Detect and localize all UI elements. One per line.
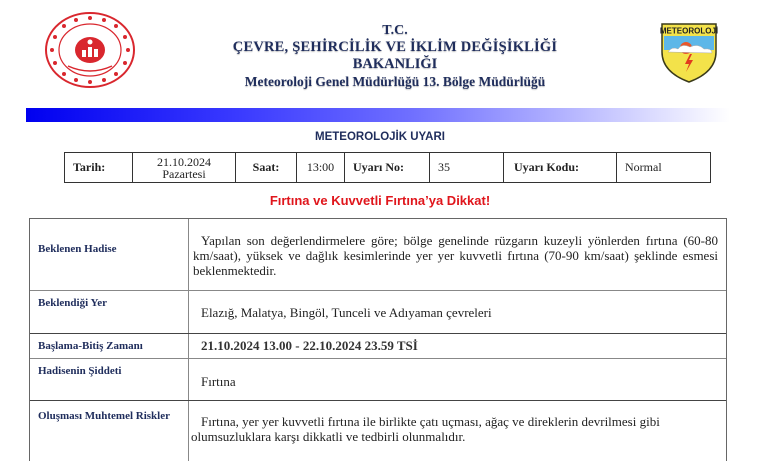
expected-location-value: Elazığ, Malatya, Bingöl, Tunceli ve Adıyaman çevreleri [201,305,492,320]
warning-no-value-cell [430,153,504,182]
header-block [160,22,630,91]
warning-headline: Fırtına ve Kuvvetli Fırtına’ya Dikkat! [269,193,491,208]
warning-no-value: 35 [438,160,450,174]
ministry-seal-icon [40,10,140,90]
date-label: Tarih: [73,160,106,174]
expected-location-label: Beklendiği Yer [30,291,189,333]
severity-value: Fırtına [201,374,236,389]
row-expected-location [30,291,726,334]
severity-label: Hadisenin Şiddeti [30,359,189,400]
warning-code-label: Uyarı Kodu: [514,160,580,174]
meteoroloji-shield-icon [660,22,718,84]
warning-no-label: Uyarı No: [353,160,404,174]
day-value: Pazartesi [162,166,206,181]
gradient-divider [26,108,730,122]
document-title: METEOROLOJİK UYARI [315,131,445,143]
warning-details-table [29,218,727,461]
header-directorate: Meteoroloji Genel Müdürlüğü 13. Bölge Müdürlüğü [244,74,546,89]
date-value: 21.10.2024 [157,154,211,169]
row-severity [30,359,726,401]
time-value-cell [297,153,345,182]
start-end-time-label: Başlama-Bitiş Zamanı [30,334,189,358]
possible-risks-label: Oluşması Muhtemel Riskler [30,401,189,461]
row-possible-risks [30,401,726,461]
expected-event-value: Yapılan son değerlendirmelere göre; bölge genelinde rüzgarın kuzeyli yönlerden fırtına (60-80 km/saat), yüksek ve dağlık kesimlerinde yer yer kuvvetli fırtına (70-90 km/saat) şeklinde esmesi beklenmektedir. [193,233,718,278]
possible-risks-value: Fırtına, yer yer kuvvetli fırtına ile birlikte çatı uçması, ağaç ve direklerin devrilmesi gibi olumsuzluklara karşı dikkatli ve tedbirli olunmalıdır. [191,414,660,444]
date-label-cell [65,153,133,182]
time-label: Saat: [252,160,280,174]
start-end-time-value: 21.10.2024 13.00 - 22.10.2024 23.59 TSİ [201,338,418,353]
warning-info-table [64,152,711,183]
date-value-cell [133,153,236,182]
row-expected-event [30,219,726,291]
svg-text:METEOROLOJİ: METEOROLOJİ [660,26,718,36]
warning-code-value: Normal [625,160,662,174]
header-tc: T.C. [382,23,408,38]
time-label-cell [236,153,297,182]
header-ministry: ÇEVRE, ŞEHİRCİLİK VE İKLİM DEĞİŞİKLİĞİ [232,39,558,55]
row-start-end-time [30,334,726,359]
warning-code-label-cell [504,153,617,182]
warning-no-label-cell [345,153,430,182]
expected-event-label: Beklenen Hadise [30,219,189,290]
header-bakanlik: BAKANLIĞI [352,56,438,72]
time-value: 13:00 [306,160,335,174]
warning-code-value-cell [617,153,710,182]
